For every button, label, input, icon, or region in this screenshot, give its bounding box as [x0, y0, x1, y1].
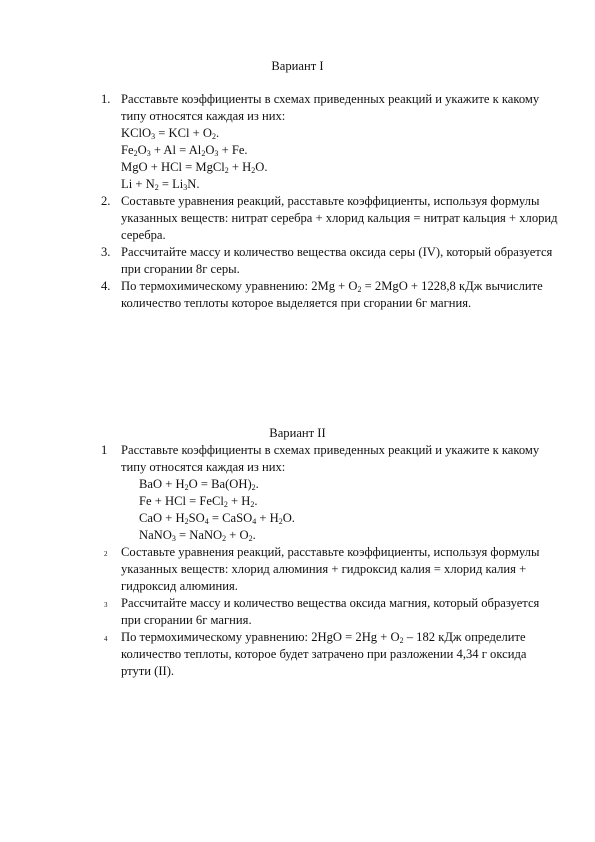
reaction-formula: Fe + HCl = FeCl$_2$ + $H_2$. — [139, 494, 258, 509]
task-number: 2. — [101, 194, 111, 208]
task-text: Расставьте коэффициенты в схемах приведенных реакций и укажите к какому типу относятся каждая из них: — [121, 443, 540, 474]
task-3 — [0, 595, 595, 629]
task-number: 2 — [104, 550, 108, 558]
reaction-formula: $Li + N_2 = Li_3N$. — [121, 177, 200, 192]
variant-2-title: Вариант II — [269, 426, 326, 440]
task-text: Расставьте коэффициенты в схемах приведенных реакций и укажите к какому типу относятся каждая из них: — [121, 92, 540, 123]
task-text: По термохимическому уравнению: $2Mg + O_2 = 2MgO + 1228,8$ кДж вычислите количество теплоты которое выделяется при сгорании 6г магния. — [121, 279, 543, 310]
reaction-formula: NaNO$_3$ = NaNO$_2$ + $O_2$. — [139, 528, 256, 543]
reaction-formula: MgO + HCl = MgCl$_2$ + $H_2O$. — [121, 160, 268, 175]
variant-1-task-list — [0, 91, 595, 312]
task-2 — [0, 193, 595, 244]
reaction-formula: CaO + $H_2SO_4$ = CaSO$_4$ + $H_2O$. — [139, 511, 295, 526]
task-2 — [0, 544, 595, 595]
task-text: Составьте уравнения реакций, расставьте коэффициенты, используя формулы указанных веществ: хлорид алюминия + гидроксид калия = хлорид калия + гидроксид алюминия. — [121, 545, 540, 593]
task-1 — [0, 442, 595, 544]
task-number: 4. — [101, 279, 111, 293]
task-text: По термохимическому уравнению: $2HgO = 2Hg + O_2 - 182$ кДж определите количество теплоты, которое будет затрачено при разложении 4,34 г оксида ртути (II). — [121, 630, 527, 678]
reaction-formula: KClO$_3$ = KCl + $O_2$. — [121, 126, 220, 141]
task-number: 4 — [104, 635, 108, 643]
task-number: 1. — [101, 92, 111, 106]
task-text: Составьте уравнения реакций, расставьте коэффициенты, используя формулы указанных веществ: нитрат серебра + хлорид кальция = нитрат кальция + хлорид серебра. — [121, 194, 558, 242]
task-3 — [0, 244, 595, 278]
variant-1-title: Вариант I — [271, 59, 324, 73]
variant-2-section — [0, 425, 595, 680]
task-number: 3. — [101, 245, 111, 259]
variant-2-task-list — [0, 442, 595, 680]
task-4 — [0, 629, 595, 680]
task-1 — [0, 91, 595, 193]
task-number: 3 — [104, 601, 108, 609]
task-text: Рассчитайте массу и количество вещества оксида серы (IV), который образуется при сгорании 8г серы. — [121, 245, 553, 276]
reaction-formula: $Fe_2O_3 + Al = Al_2O_3 + Fe$. — [121, 143, 248, 158]
variant-1-section — [0, 58, 595, 312]
task-number: 1 — [101, 443, 108, 457]
task-text: Рассчитайте массу и количество вещества оксида магния, который образуется при сгорании 6г магния. — [121, 596, 540, 627]
task-4 — [0, 278, 595, 312]
reaction-formula: BaO + $H_2O = Ba(OH)_2$. — [139, 477, 259, 492]
